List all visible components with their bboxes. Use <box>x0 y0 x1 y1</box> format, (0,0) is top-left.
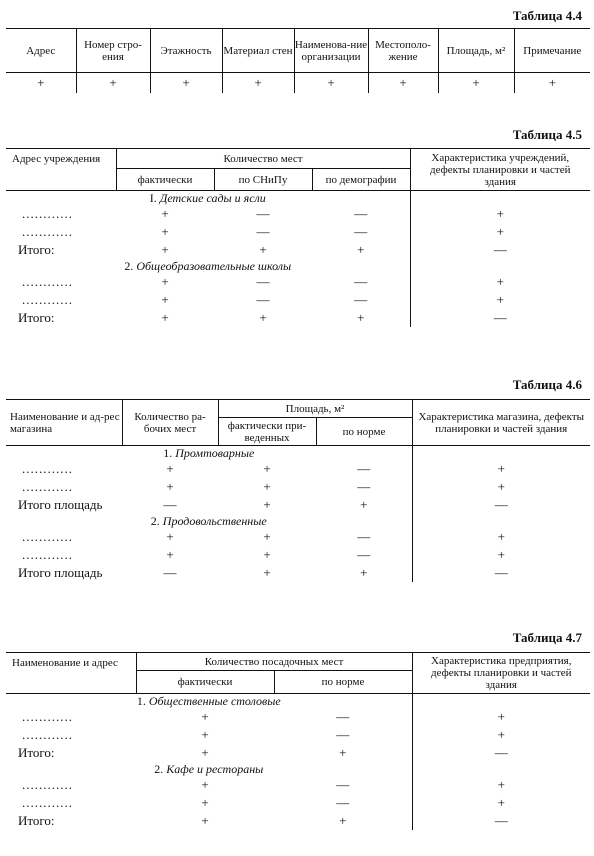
t44-cell: + <box>150 73 222 93</box>
section-heading-row <box>6 259 590 273</box>
row-label: Итого площадь <box>18 497 103 512</box>
table-row <box>6 708 590 726</box>
table-cell: — <box>410 241 590 259</box>
row-label: Итого: <box>18 813 55 828</box>
t44-cell: + <box>37 74 45 90</box>
t45-header-address: Адрес учреждения <box>6 149 116 191</box>
t47-section <box>6 762 590 830</box>
t44-cell: + <box>514 73 590 93</box>
t45-header-snip: по СНиПу <box>214 169 312 191</box>
section-title: Детские сады и ясли <box>159 191 266 205</box>
section-heading <box>6 259 410 273</box>
section-heading-blank <box>412 762 590 776</box>
table-cell: + <box>263 529 271 544</box>
t45-header-demography: по демографии <box>312 169 410 191</box>
t44-cell: + <box>368 73 438 93</box>
t45-header-places: Количество мест <box>116 149 410 169</box>
table-cell: + <box>161 310 169 325</box>
table-cell: — <box>354 206 368 221</box>
table-cell: + <box>412 776 590 794</box>
row-label: Итого: <box>18 310 55 325</box>
table-row <box>6 564 590 582</box>
table-4-5-caption: Таблица 4.5 <box>512 127 582 142</box>
table-4-4-caption: Таблица 4.4 <box>512 8 582 23</box>
section-heading-blank <box>412 694 590 709</box>
table-row <box>6 744 590 762</box>
table-cell: + <box>201 727 209 742</box>
section-heading-blank <box>412 446 590 461</box>
t44-header-note: Примечание <box>514 29 590 73</box>
section-title: Промтоварные <box>175 446 255 460</box>
section-heading-blank <box>410 259 590 273</box>
row-label: Итого: <box>18 745 55 760</box>
row-label: ............ <box>22 547 73 562</box>
table-cell: — <box>357 479 371 494</box>
t46-header-norm: по норме <box>316 418 412 446</box>
table-cell: — <box>357 461 371 476</box>
section-number: 2. <box>154 762 164 776</box>
row-label: ............ <box>22 727 73 742</box>
table-cell: + <box>263 565 271 580</box>
table-cell: — <box>256 292 270 307</box>
row-label: ............ <box>22 292 73 307</box>
row-label: ............ <box>22 709 73 724</box>
section-heading <box>6 762 412 776</box>
table-row <box>6 478 590 496</box>
table-cell: — <box>336 795 350 810</box>
section-number: I. <box>149 191 157 205</box>
table-4-7-caption: Таблица 4.7 <box>512 630 582 645</box>
table-row <box>6 241 590 259</box>
section-heading-blank <box>410 191 590 206</box>
table-4-6-caption: Таблица 4.6 <box>512 377 582 392</box>
table-cell: — <box>357 529 371 544</box>
t46-header-characteristics: Характеристика магазина, дефекты планировки и частей здания <box>412 400 590 446</box>
table-row <box>6 726 590 744</box>
t47-header-norm: по норме <box>274 671 412 694</box>
table-cell: + <box>259 310 267 325</box>
table-row <box>6 546 590 564</box>
section-heading-row <box>6 191 590 206</box>
table-cell: + <box>161 242 169 257</box>
table-cell: — <box>336 777 350 792</box>
table-cell: — <box>357 547 371 562</box>
table-cell: + <box>201 709 209 724</box>
table-cell: + <box>166 479 174 494</box>
table-row <box>6 273 590 291</box>
table-cell: — <box>412 744 590 762</box>
table-cell: — <box>256 206 270 221</box>
t47-header-characteristics: Характеристика предприятия, дефекты планировки и частей здания <box>412 653 590 694</box>
t44-header-area: Площадь, м² <box>438 29 514 73</box>
table-row <box>6 223 590 241</box>
t46-section <box>6 446 590 515</box>
table-cell: — <box>336 709 350 724</box>
row-label: ............ <box>22 529 73 544</box>
section-number: 2. <box>150 514 160 528</box>
table-row <box>6 496 590 514</box>
t46-header-area: Площадь, м² <box>218 400 412 418</box>
table-cell: + <box>410 205 590 223</box>
table-cell: + <box>357 310 365 325</box>
table-row <box>6 528 590 546</box>
t47-header-seats: Количество посадочных мест <box>136 653 412 671</box>
t45-section <box>6 191 590 260</box>
table-cell: — <box>163 565 177 580</box>
table-cell: + <box>412 546 590 564</box>
t44-header-building-number: Номер стро-ения <box>76 29 150 73</box>
table-cell: + <box>201 777 209 792</box>
table-cell: — <box>354 292 368 307</box>
section-title: Кафе и рестораны <box>166 762 264 776</box>
table-cell: + <box>263 461 271 476</box>
row-label: Итого: <box>18 242 55 257</box>
section-title: Общественные столовые <box>148 694 281 708</box>
row-label: ............ <box>22 795 73 810</box>
t45-header-characteristics: Характеристика учреждений, дефекты планировки и частей здания <box>410 149 590 191</box>
section-number: 2. <box>124 259 134 273</box>
t46-header-actual: фактически при-веденных <box>218 418 316 446</box>
table-cell: + <box>263 497 271 512</box>
table-cell: + <box>339 745 347 760</box>
table-cell: + <box>410 291 590 309</box>
section-heading <box>6 446 412 461</box>
table-cell: + <box>161 224 169 239</box>
row-label: ............ <box>22 479 73 494</box>
table-cell: — <box>163 497 177 512</box>
table-cell: + <box>339 813 347 828</box>
t46-section <box>6 514 590 582</box>
t44-header-location: Местополо-жение <box>368 29 438 73</box>
table-cell: + <box>410 223 590 241</box>
t44-header-wall-material: Материал стен <box>222 29 294 73</box>
section-heading-row <box>6 762 590 776</box>
table-cell: + <box>410 273 590 291</box>
table-cell: + <box>357 242 365 257</box>
section-heading-row <box>6 514 590 528</box>
table-cell: + <box>263 479 271 494</box>
table-cell: — <box>354 224 368 239</box>
section-number: 1. <box>163 446 173 460</box>
table-cell: — <box>256 224 270 239</box>
table-4-4 <box>6 28 590 93</box>
table-cell: — <box>336 727 350 742</box>
t44-header-floors: Этажность <box>150 29 222 73</box>
t45-section <box>6 259 590 327</box>
table-cell: + <box>412 528 590 546</box>
table-cell: + <box>201 795 209 810</box>
table-cell: — <box>412 812 590 830</box>
t44-cell: + <box>222 73 294 93</box>
table-cell: + <box>263 547 271 562</box>
table-cell: + <box>360 565 368 580</box>
row-label: ............ <box>22 274 73 289</box>
t47-section <box>6 694 590 763</box>
table-cell: + <box>412 726 590 744</box>
table-row <box>6 291 590 309</box>
table-cell: + <box>166 529 174 544</box>
table-cell: — <box>412 496 590 514</box>
table-cell: + <box>161 292 169 307</box>
t45-header-actual: фактически <box>116 169 214 191</box>
section-heading-row <box>6 446 590 461</box>
section-heading <box>6 694 412 709</box>
table-cell: — <box>412 564 590 582</box>
row-label: ............ <box>22 461 73 476</box>
t44-cell: + <box>76 73 150 93</box>
table-row <box>6 812 590 830</box>
table-cell: + <box>166 461 174 476</box>
section-heading-blank <box>412 514 590 528</box>
section-title: Продовольственные <box>162 514 267 528</box>
table-4-5 <box>6 148 590 327</box>
table-row <box>6 794 590 812</box>
table-cell: + <box>201 745 209 760</box>
t44-header-address: Адрес <box>6 29 76 73</box>
table-cell: + <box>412 478 590 496</box>
table-4-7 <box>6 652 590 830</box>
t44-cell: + <box>438 73 514 93</box>
t46-header-workplaces: Количество ра-бочих мест <box>122 400 218 446</box>
table-cell: + <box>161 206 169 221</box>
t44-header-organization: Наименова-ние организации <box>294 29 368 73</box>
row-label: Итого площадь <box>18 565 103 580</box>
table-cell: — <box>354 274 368 289</box>
table-cell: — <box>256 274 270 289</box>
table-cell: + <box>166 547 174 562</box>
table-cell: + <box>412 708 590 726</box>
table-cell: + <box>161 274 169 289</box>
table-row <box>6 309 590 327</box>
table-cell: + <box>201 813 209 828</box>
t47-header-name-address: Наименование и адрес <box>6 653 136 694</box>
t46-header-name-address: Наименование и ад-рес магазина <box>6 400 122 446</box>
row-label: ............ <box>22 777 73 792</box>
table-cell: + <box>360 497 368 512</box>
row-label: ............ <box>22 224 73 239</box>
table-4-6 <box>6 399 590 582</box>
table-row <box>6 460 590 478</box>
t47-header-actual: фактически <box>136 671 274 694</box>
table-cell: — <box>410 309 590 327</box>
t44-cell: + <box>294 73 368 93</box>
row-label: ............ <box>22 206 73 221</box>
table-cell: + <box>259 242 267 257</box>
table-cell: + <box>412 460 590 478</box>
section-heading <box>6 191 410 206</box>
section-heading-row <box>6 694 590 709</box>
table-cell: + <box>412 794 590 812</box>
table-row <box>6 776 590 794</box>
section-heading <box>6 514 412 528</box>
table-row <box>6 205 590 223</box>
section-title: Общеобразовательные школы <box>136 259 292 273</box>
section-number: 1. <box>136 694 146 708</box>
